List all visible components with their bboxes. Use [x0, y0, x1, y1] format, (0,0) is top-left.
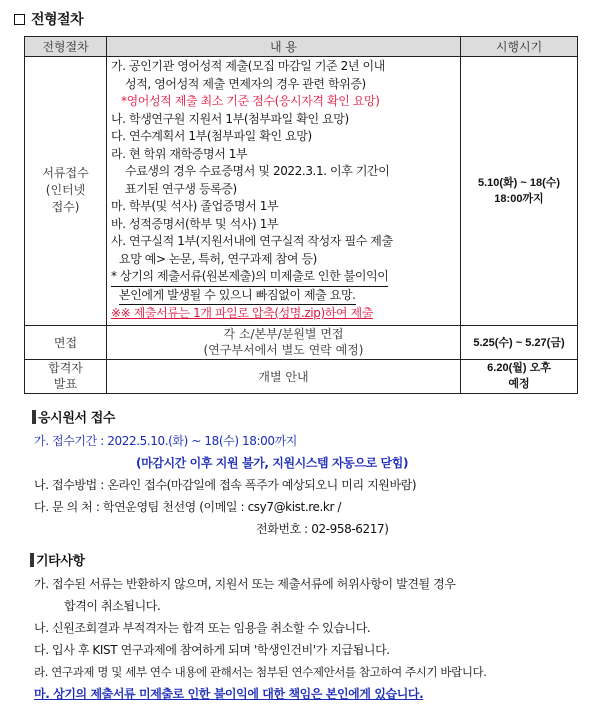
section-bar-icon — [32, 410, 36, 424]
other-item: 라. 연구과제 명 및 세부 연수 내용에 관해서는 첨부된 연수제안서를 참고하여 주시기 바랍니다. — [34, 665, 487, 679]
other-item: 합격이 취소됩니다. — [64, 599, 161, 613]
application-period-note: (마감시간 이후 지원 불가, 지원시스템 자동으로 닫힘) — [136, 456, 409, 470]
other-item: 다. 입사 후 KIST 연구과제에 참여하게 되며 '학생인건비'가 지급됩니다. — [34, 643, 390, 657]
section-title-procedure — [14, 9, 83, 29]
stage-apply: 서류접수 (인터넷 접수) — [25, 57, 107, 326]
apply-period: 5.10(화) ~ 18(수) 18:00까지 — [461, 57, 578, 326]
interview-content: 각 소/본부/분원별 면접 (연구부서에서 별도 연락 예정) — [107, 325, 461, 359]
application-contact: 다. 문 의 처 : 학연운영팀 천선영 (이메일 : csy7@kist.re.kr / — [34, 500, 342, 514]
table-header-row — [25, 37, 578, 57]
other-section — [34, 551, 487, 705]
application-phone: 전화번호 : 02-958-6217) — [256, 522, 389, 536]
checkbox-icon — [14, 14, 25, 25]
application-section — [32, 408, 416, 540]
other-item: 가. 접수된 서류는 반환하지 않으며, 지원서 또는 제출서류에 허위사항이 발견될 경우 — [34, 577, 456, 591]
stage-result: 합격자 발표 — [25, 359, 107, 393]
stage-interview: 면접 — [25, 325, 107, 359]
apply-content: 가. 공인기관 영어성적 제출(모집 마감일 기준 2년 이내 성적, 영어성적 제출 면제자의 경우 관련 학위증) *영어성적 제출 최소 기준 점수(응시자격 확인 요망) 나. 학생연구원 지원서 1부(첨부파일 확인 요망) 다. 연수계획서 1부(첨부파일 확인 요망) 라. 현 학위 재학증명서 1부 수료생의 경우 수료증명서 및 2022.3.1. 이후 기간이 표기된 연구생 등록증) 마. 학부(및 석사) 졸업증명서 1부 바. 성적증명서(학부 및 석사) 1부 사. 연구실적 1부(지원서내에 연구실적 작성자 필수 제출 요망 예> 논문, 특허, 연구과제 참여 등) * 상기의 제출서류(원본제출)의 미제출로 인한 불이익이 본인에게 발생될 수 있으니 빠짐없이 제출 요망. ※※ 제출서류는 1개 파일로 압축(성명.zip)하여 제출 — [107, 57, 461, 326]
header-period: 시행시기 — [461, 37, 578, 57]
interview-period: 5.25(수) ~ 5.27(금) — [461, 325, 578, 359]
application-method: 나. 접수방법 : 온라인 접수(마감일에 접속 폭주가 예상되오니 미리 지원바람) — [34, 478, 417, 492]
procedure-table — [24, 36, 578, 394]
other-item: 나. 신원조회결과 부적격자는 합격 또는 임용을 취소할 수 있습니다. — [34, 621, 371, 635]
header-stage: 전형절차 — [25, 37, 107, 57]
section-title-text: 전형절차 — [31, 12, 84, 28]
header-content: 내 용 — [107, 37, 461, 57]
result-period: 6.20(월) 오후 예정 — [461, 359, 578, 393]
table-row — [25, 359, 578, 393]
table-row — [25, 325, 578, 359]
application-period: 가. 접수기간 : 2022.5.10.(화) ~ 18(수) 18:00까지 — [34, 434, 297, 448]
table-row — [25, 57, 578, 326]
other-item: 마. 상기의 제출서류 미제출로 인한 불이익에 대한 책임은 본인에게 있습니다. — [34, 687, 424, 701]
section-bar-icon — [30, 553, 34, 567]
result-content: 개별 안내 — [107, 359, 461, 393]
section-title-other: 기타사항 — [30, 551, 487, 573]
section-title-application: 응시원서 접수 — [32, 408, 416, 430]
